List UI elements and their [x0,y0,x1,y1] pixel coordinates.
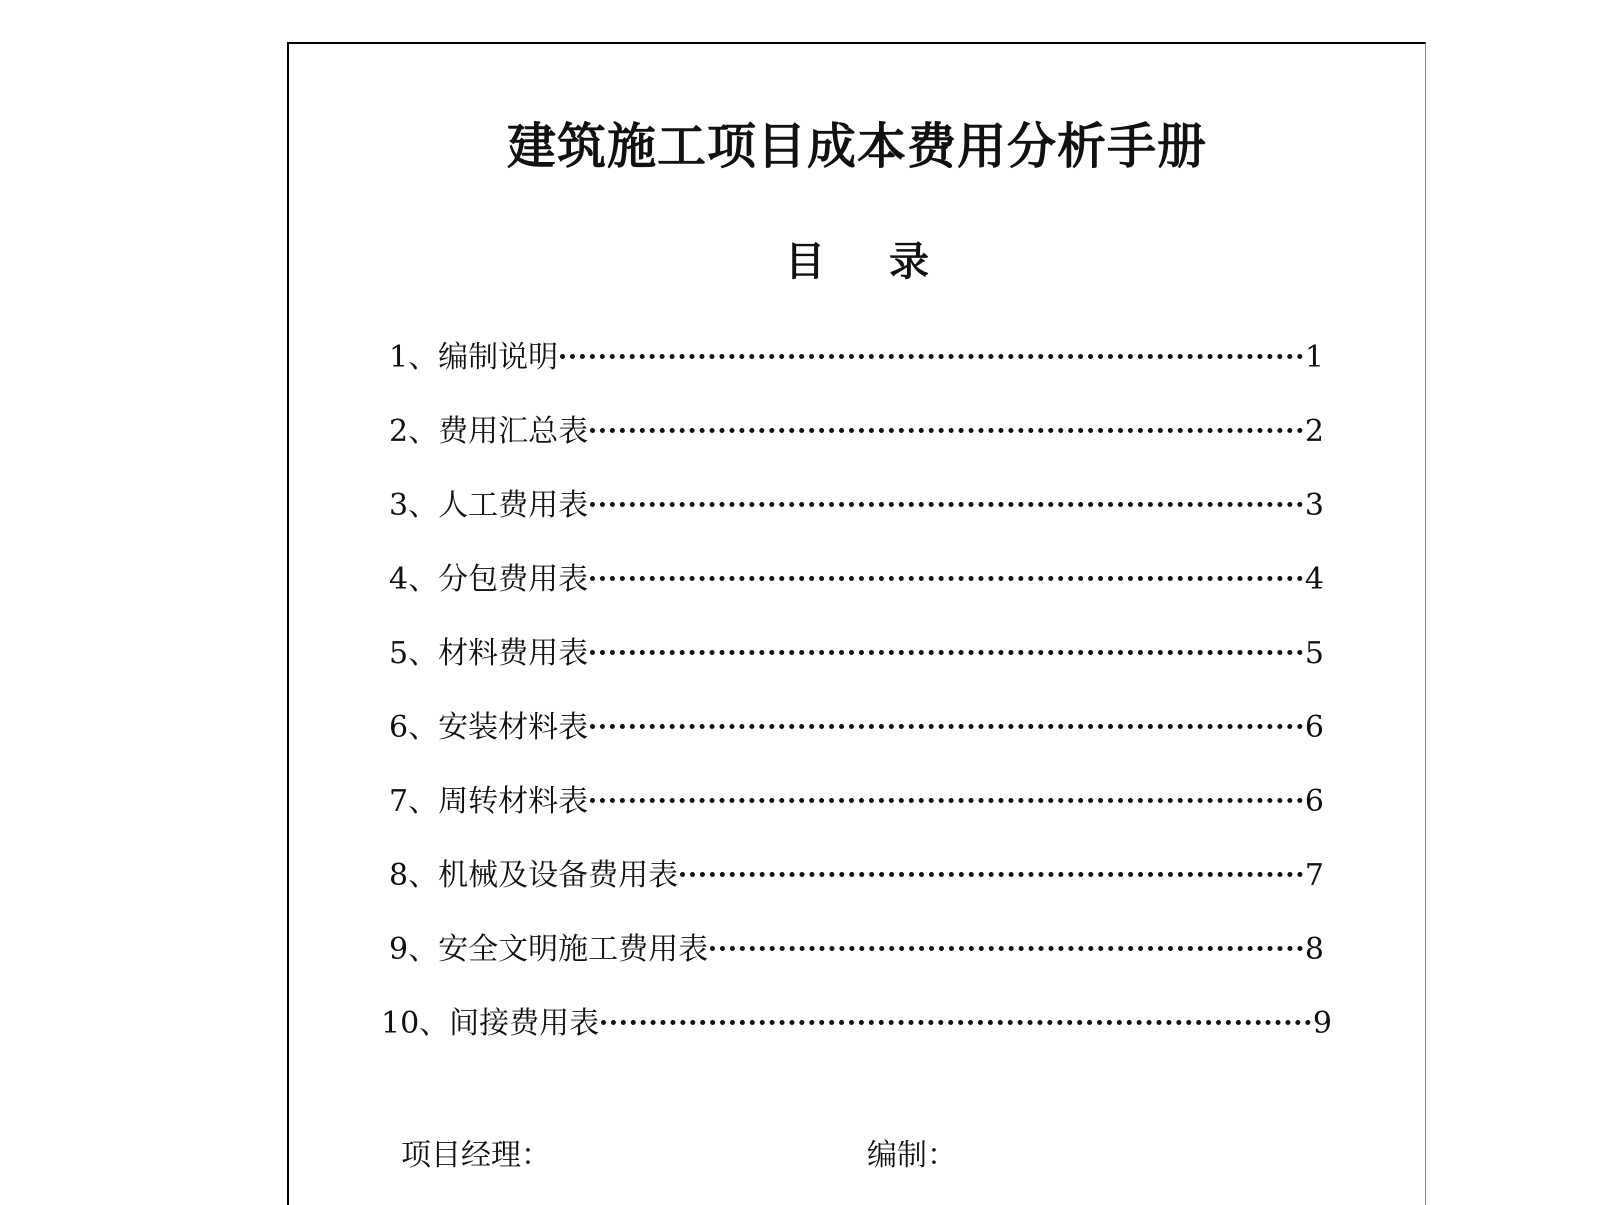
toc-dot-leader [710,946,1303,951]
toc-dot-leader [590,650,1303,655]
toc-dot-leader [560,354,1303,359]
toc-entry[interactable] [389,480,1324,554]
toc-entry[interactable] [389,924,1324,998]
toc-entry[interactable] [389,332,1324,406]
toc-entry-label: 4、分包费用表 [389,562,589,597]
toc-entry-page: 1 [1304,340,1324,375]
toc-dot-leader [680,872,1303,877]
toc-dot-leader [590,428,1303,433]
toc-entry-label: 8、机械及设备费用表 [389,858,679,893]
toc-dot-leader [590,724,1303,729]
toc-entry[interactable] [389,776,1324,850]
toc-entry-label: 7、周转材料表 [389,784,589,819]
document-title: 建筑施工项目成本费用分析手册 [506,117,1207,175]
toc-entry-page: 6 [1304,710,1324,745]
toc-entry-label: 3、人工费用表 [389,488,589,523]
compiled-by-signature-label: 编制： [867,1138,957,1173]
table-of-contents [381,332,1332,1072]
toc-entry[interactable] [389,406,1324,480]
toc-entry-page: 3 [1304,488,1324,523]
toc-entry-label: 6、安装材料表 [389,710,589,745]
toc-heading-part: 录 [889,238,929,285]
toc-entry-label: 5、材料费用表 [389,636,589,671]
toc-entry-page: 6 [1304,784,1324,819]
toc-dot-leader [601,1020,1311,1025]
toc-entry[interactable] [389,628,1324,702]
toc-entry-page: 2 [1304,414,1324,449]
project-manager-signature-label: 项目经理： [401,1138,551,1173]
toc-entry-label: 1、编制说明 [389,340,559,375]
toc-entry-label: 10、间接费用表 [381,1006,600,1041]
toc-entry[interactable] [381,998,1332,1072]
toc-heading [289,230,1425,287]
toc-dot-leader [590,502,1303,507]
toc-entry-label: 9、安全文明施工费用表 [389,932,709,967]
toc-entry-label: 2、费用汇总表 [389,414,589,449]
toc-entry-page: 8 [1304,932,1324,967]
toc-entry-page: 7 [1304,858,1324,893]
toc-dot-leader [590,798,1303,803]
toc-entry[interactable] [389,554,1324,628]
toc-heading-part: 目 [785,238,825,285]
toc-entry[interactable] [389,850,1324,924]
document-page [287,42,1426,1205]
toc-dot-leader [590,576,1303,581]
toc-entry[interactable] [389,702,1324,776]
toc-entry-page: 4 [1304,562,1324,597]
toc-entry-page: 9 [1312,1006,1332,1041]
toc-entry-page: 5 [1304,636,1324,671]
